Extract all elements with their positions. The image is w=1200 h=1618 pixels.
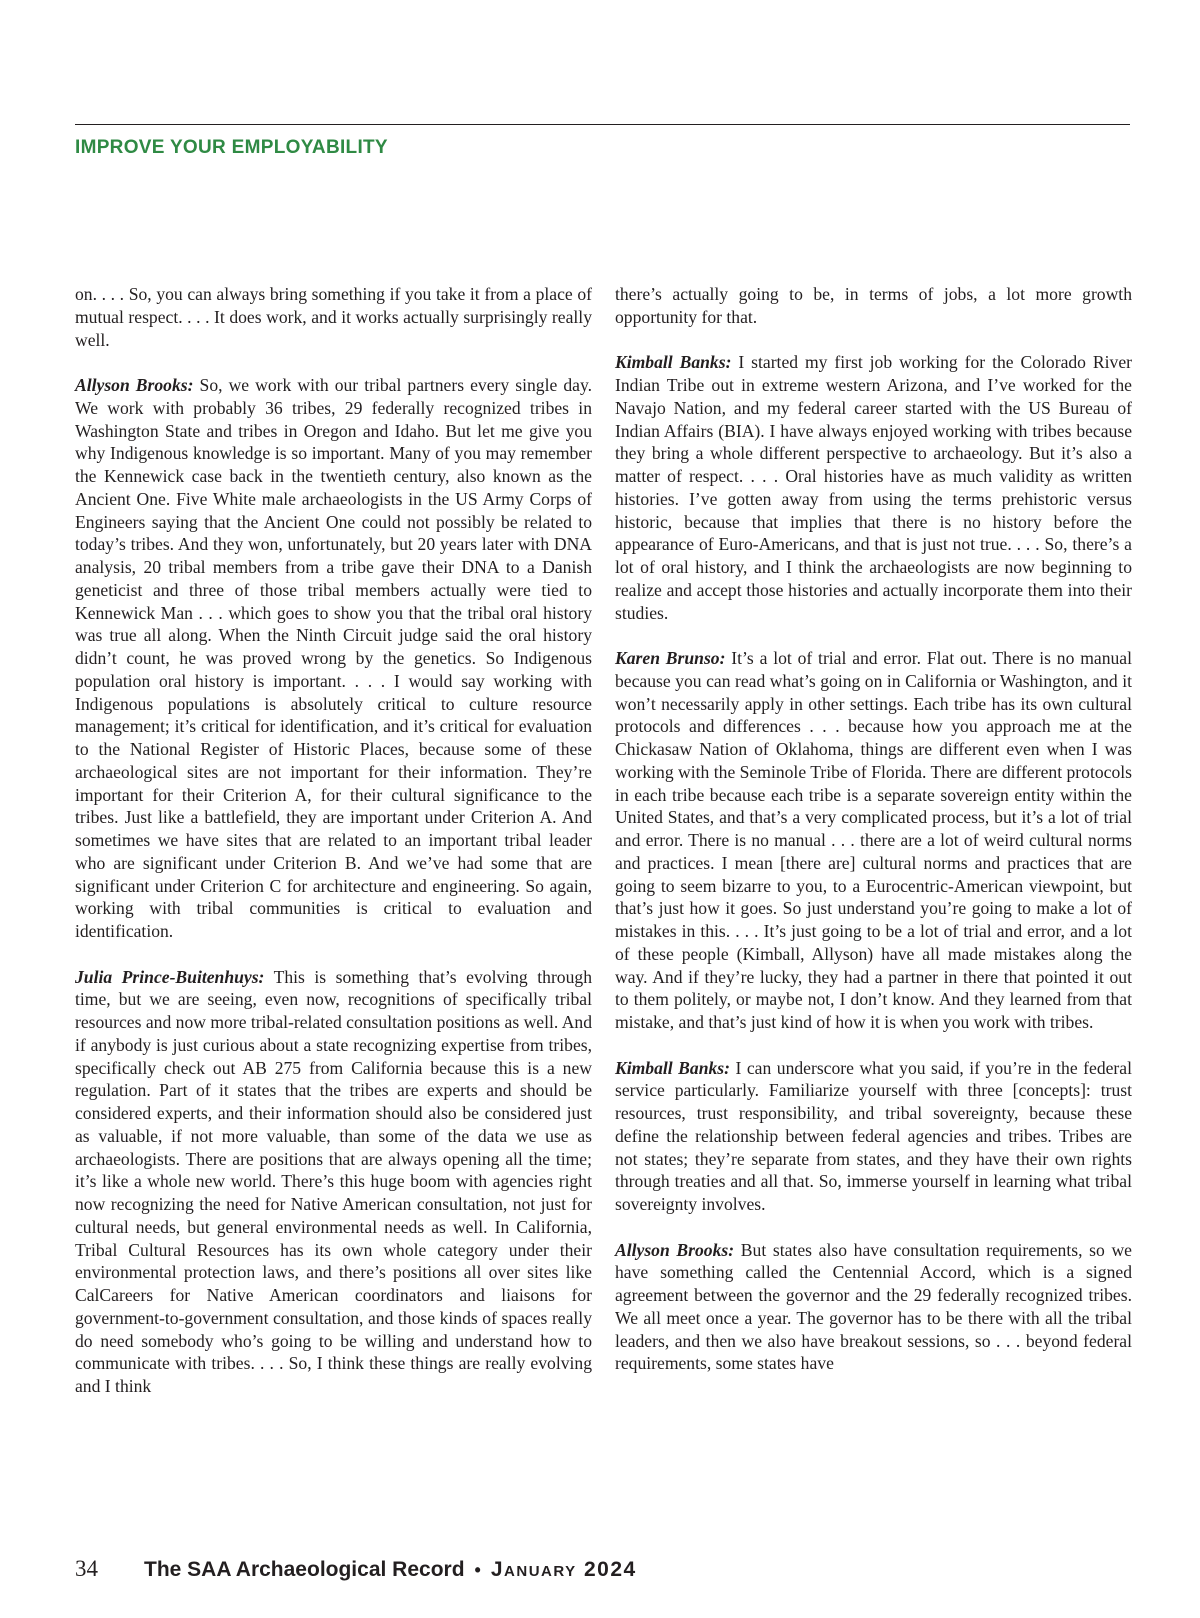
paragraph (75, 966, 592, 1398)
speaker-name: Julia Prince-Buitenhuys: (75, 966, 265, 987)
paragraph-text: on. . . . So, you can always bring something if you take it from a place of mutual respect. . . . It does work, and it works actually surprisingly really well. (75, 284, 592, 350)
paragraph (615, 1057, 1132, 1216)
issue-date: January 2024 (490, 1558, 637, 1581)
paragraph (615, 1239, 1132, 1376)
paragraph-text: But states also have consultation requirements, so we have something called the Centennial Accord, which is a signed agreement between the governor and the 29 federally recognized tribes. We all meet once a year. The governor has to be there with all the tribal leaders, and then we also have breakout sessions, so . . . beyond federal requirements, some states have (615, 1239, 1132, 1374)
paragraph (615, 283, 1132, 329)
paragraph-text: It’s a lot of trial and error. Flat out. There is no manual because you can read what’s going on in California or Washington, and it won’t necessarily apply in other settings. Each tribe has its own cultural protocols and differences . . . because how you approach me at the Chickasaw Nation of Oklahoma, things are different even when I was working with the Seminole Tribe of Florida. There are different protocols in each tribe because each tribe is a separate sovereign entity within the United States, and that’s a very complicated process, but it’s a lot of trial and error. There is no manual . . . there are a lot of weird cultural norms and practices. I mean [there are] cultural norms and practices that are going to seem bizarre to you, to a Eurocentric-American viewpoint, but that’s just how it goes. So just understand you’re going to make a lot of mistakes in this. . . . It’s just going to be a lot of trial and error, and a lot of these people (Kimball, Allyson) have all made mistakes along the way. And if they’re lucky, they had a partner in there that pointed it out to them politely, or maybe not, I don’t know. And they learned from that mistake, and that’s just kind of how it is when you work with tribes. (615, 648, 1132, 1032)
publication-title: The SAA Archaeological Record (144, 1558, 465, 1581)
right-column (615, 283, 1132, 1398)
speaker-name: Allyson Brooks: (75, 375, 194, 395)
page-footer (75, 1556, 637, 1582)
left-column (75, 283, 592, 1421)
paragraph (75, 374, 592, 943)
footer-separator: • (474, 1560, 481, 1580)
paragraph (615, 351, 1132, 624)
paragraph-text: I can underscore what you said, if you’re in the federal service particularly. Familiarize yourself with three [concepts]: trust resources, trust responsibility, and tribal sovereignty, because these define the relationship between federal agencies and tribes. Tribes are not states; they’re separate from states, and they have their own rights through treaties and all that. So, immerse yourself in learning what tribal sovereignty involves. (615, 1057, 1132, 1214)
speaker-name: Allyson Brooks: (615, 1239, 735, 1260)
paragraph-text: I started my first job working for the Colorado River Indian Tribe out in extreme western Arizona, and I’ve worked for the Navajo Nation, and my federal career started with the US Bureau of Indian Affairs (BIA). I have always enjoyed working with tribes because they bring a whole different perspective to archaeology. But it’s also a matter of respect. . . . Oral histories have as much validity as written histories. I’ve gotten away from using the terms prehistoric versus historic, because that implies that there is no history before the appearance of Euro-Americans, and that is just not true. . . . So, there’s a lot of oral history, and I think the archaeologists are now beginning to realize and accept those histories and actually incorporate them into their studies. (615, 352, 1132, 623)
paragraph (75, 283, 592, 351)
speaker-name: Kimball Banks: (615, 1057, 730, 1078)
header-rule (75, 124, 1130, 125)
paragraph-text: This is something that’s evolving through time, but we are seeing, even now, recognitions of specifically tribal resources and now more tribal-related consultation positions as well. And if anybody is just curious about a state recognizing expertise from tribes, specifically check out AB 275 from California because this is a new regulation. Part of it states that the tribes are experts and should be considered experts, and their information should also be considered just as valuable, if not more valuable, than some of the data we use as archaeologists. There are positions that are always opening all the time; it’s like a whole new world. There’s this huge boom with agencies right now recognizing the need for Native American consultation, not just for cultural needs, but general environmental needs as well. In California, Tribal Cultural Resources has its own whole category under their environmental protection laws, and there’s positions all over sites like CalCareers for Native American coordinators and liaisons for government-to-government consultation, and those kinds of spaces really do need somebody who’s going to be willing and understand how to communicate with tribes. . . . So, I think these things are really evolving and I think (75, 966, 592, 1396)
paragraph-text: So, we work with our tribal partners every single day. We work with probably 36 tribes, 29 federally recognized tribes in Washington State and tribes in Oregon and Idaho. But let me give you why Indigenous knowledge is so important. Many of you may remember the Kennewick case back in the twentieth century, also known as the Ancient One. Five White male archaeologists in the US Army Corps of Engineers saying that the Ancient One could not possibly be related to today’s tribes. And they won, unfortunately, but 20 years later with DNA analysis, 20 tribal members from a tribe gave their DNA to a Danish geneticist and three of those tribal members actually were tied to Kennewick Man . . . which goes to show you that the tribal oral history was true all along. When the Ninth Circuit judge said the oral history didn’t count, he was proved wrong by the genetics. So Indigenous population oral history is important. . . . I would say working with Indigenous populations is absolutely critical to culture resource management; it’s critical for identification, and it’s critical for evaluation to the National Register of Historic Places, because some of these archaeological sites are not important for their information. They’re important for their Criterion A, for their cultural significance to the tribes. Just like a battlefield, they are important under Criterion A. And sometimes we have sites that are related to an important tribal leader who are significant under Criterion B. And we’ve had some that are significant under Criterion C for architecture and engineering. So again, working with tribal communities is critical to evaluation and identification. (75, 375, 592, 941)
paragraph-text: there’s actually going to be, in terms of jobs, a lot more growth opportunity for that. (615, 284, 1132, 327)
paragraph (615, 647, 1132, 1034)
speaker-name: Karen Brunso: (615, 648, 726, 668)
speaker-name: Kimball Banks: (615, 352, 732, 373)
page-number: 34 (75, 1556, 98, 1581)
section-label: IMPROVE YOUR EMPLOYABILITY (75, 137, 388, 158)
